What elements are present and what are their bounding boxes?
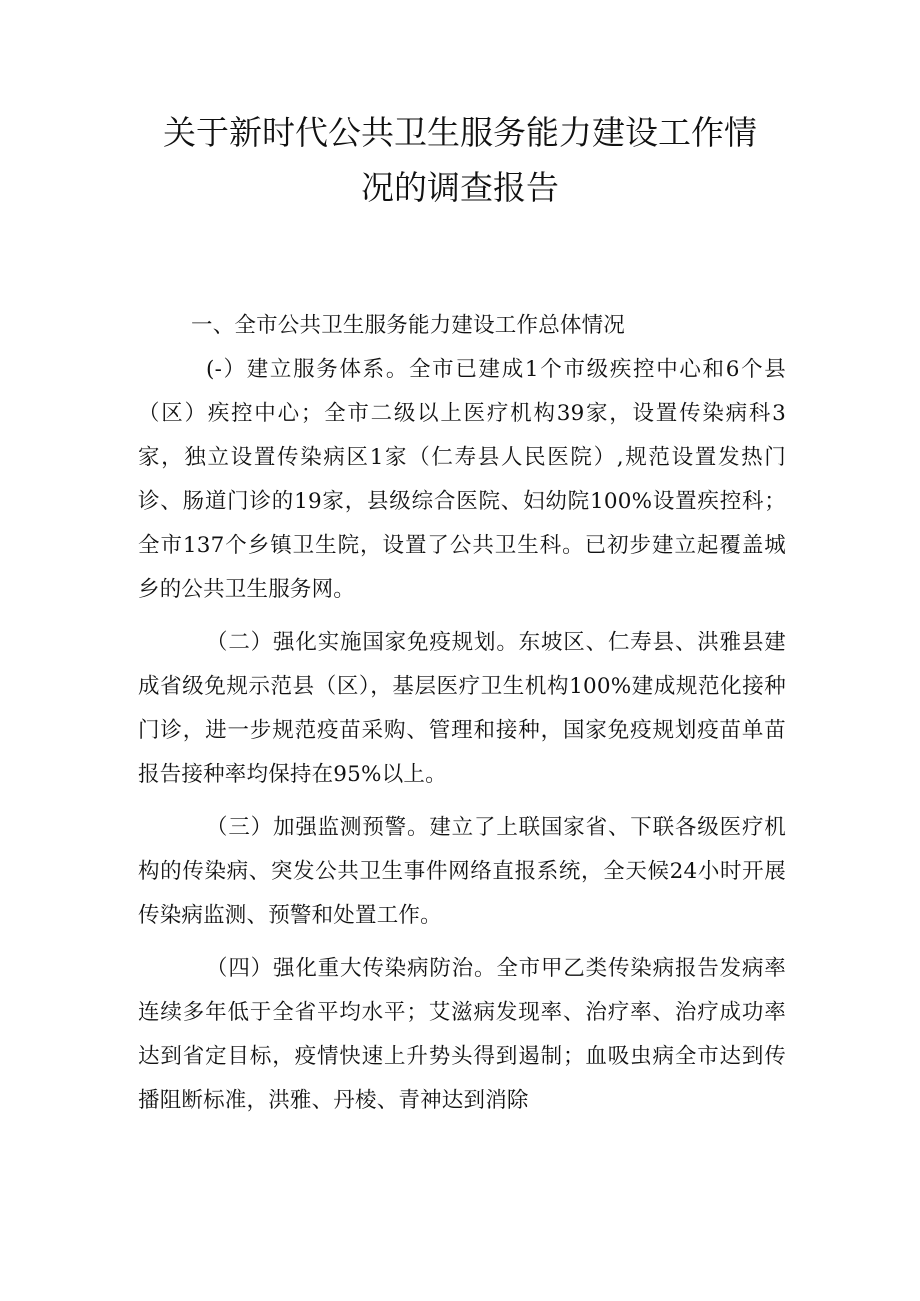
document-title-line-1: 关于新时代公共卫生服务能力建设工作情: [163, 113, 757, 152]
paragraph-service-system: (-）建立服务体系。全市已建成1个市级疾控中心和6个县（区）疾控中心；全市二级以上医疗机构39家，设置传染病科3家，独立设置传染病区1家（仁寿县人民医院）,规范设置发热门诊、肠道门诊的19家，县级综合医院、妇幼院100%设置疾控科；全市137个乡镇卫生院，设置了公共卫生科。已初步建立起覆盖城乡的公共卫生服务网。: [138, 357, 786, 602]
document-title: [120, 105, 800, 215]
document-body: [138, 304, 786, 1123]
paragraph-immunization-plan: （二）强化实施国家免疫规划。东坡区、仁寿县、洪雅县建成省级免规示范县（区），基层医疗卫生机构100%建成规范化接种门诊，进一步规范疫苗采购、管理和接种，国家免疫规划疫苗单苗报告接种率均保持在95%以上。: [138, 630, 786, 787]
section-heading: 一、全市公共卫生服务能力建设工作总体情况: [191, 313, 626, 338]
paragraph-monitoring-warning: （三）加强监测预警。建立了上联国家省、下联各级医疗机构的传染病、突发公共卫生事件网络直报系统，全天候24小时开展传染病监测、预警和处置工作。: [138, 815, 786, 928]
paragraph-infectious-disease-control: （四）强化重大传染病防治。全市甲乙类传染病报告发病率连续多年低于全省平均水平；艾滋病发现率、治疗率、治疗成功率达到省定目标，疫情快速上升势头得到遏制；血吸虫病全市达到传播阻断标准，洪雅、丹棱、青神达到消除: [138, 956, 786, 1113]
document-title-line-2: 况的调查报告: [361, 168, 559, 207]
